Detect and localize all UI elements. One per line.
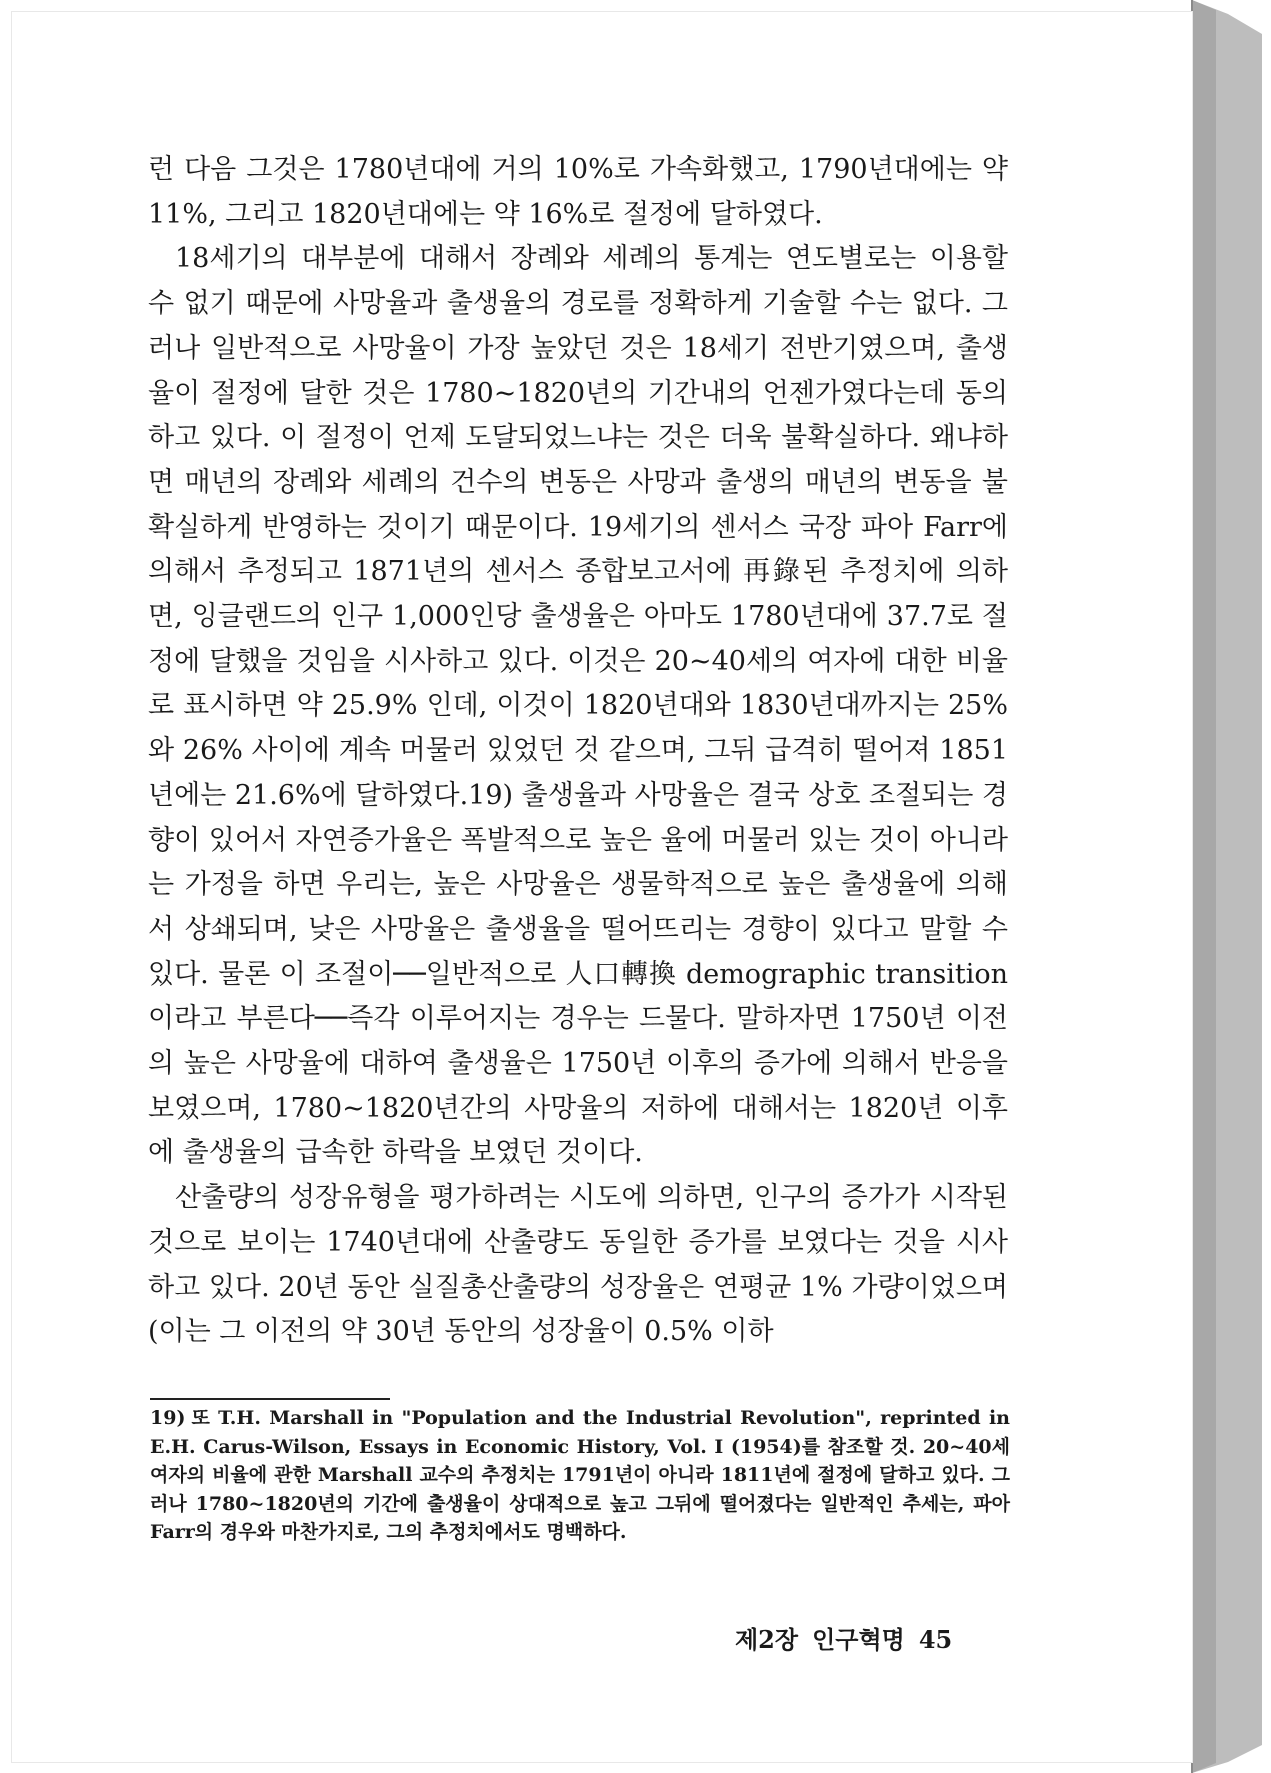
- paragraph-3: 산출량의 성장유형을 평가하려는 시도에 의하면, 인구의 증가가 시작된 것으로 보이는 1740년대에 산출량도 동일한 증가를 보였다는 것을 시사하고 있다. 20년 동안 실질총산출량의 성장율은 연평균 1% 가량이었으며 (이는 그 이전의 약 30년 동안의 성장율이 0.5% 이하: [148, 1182, 1008, 1348]
- footnote-number: 19): [150, 1407, 186, 1429]
- chapter-label: 제2장: [735, 1625, 799, 1654]
- footnote-rule: [150, 1398, 390, 1400]
- page-footer: [735, 1620, 966, 1655]
- footnote-text: 또 T.H. Marshall in "Population and the Industrial Revolution", reprinted in E.H. Carus-Wilson, Essays in Economic History, Vol. I (1954)를 참조할 것. 20~40세 여자의 비율에 관한 Marshall 교수의 추정치는 1791년이 아니라 1811년에 절정에 달하고 있다. 그러나 1780~1820년의 기간에 출생율이 상대적으로 높고 그뒤에 떨어졌다는 일반적인 추세는, 파아 Farr의 경우와 마찬가지로, 그의 추정치에서도 명백하다.: [150, 1407, 1010, 1544]
- paragraph-1: 런 다음 그것은 1780년대에 거의 10%로 가속화했고, 1790년대에는 약 11%, 그리고 1820년대에는 약 16%로 절정에 달하였다.: [148, 154, 1008, 230]
- paragraph-2: 18세기의 대부분에 대해서 장례와 세례의 통계는 연도별로는 이용할 수 없기 때문에 사망율과 출생율의 경로를 정확하게 기술할 수는 없다. 그러나 일반적으로 사망율이 가장 높았던 것은 18세기 전반기였으며, 출생율이 절정에 달한 것은 1780~1820년의 기간내의 언젠가였다는데 동의하고 있다. 이 절정이 언제 도달되었느냐는 것은 더욱 불확실하다. 왜냐하면 매년의 장례와 세례의 건수의 변동은 사망과 출생의 매년의 변동을 불확실하게 반영하는 것이기 때문이다. 19세기의 센서스 국장 파아 Farr에 의해서 추정되고 1871년의 센서스 종합보고서에 再錄된 추정치에 의하면, 잉글랜드의 인구 1,000인당 출생율은 아마도 1780년대에 37.7로 절정에 달했을 것임을 시사하고 있다. 이것은 20~40세의 여자에 대한 비율로 표시하면 약 25.9% 인데, 이것이 1820년대와 1830년대까지는 25%와 26% 사이에 계속 머물러 있었던 것 같으며, 그뒤 급격히 떨어져 1851년에는 21.6%에 달하였다.19) 출생율과 사망율은 결국 상호 조절되는 경향이 있어서 자연증가율은 폭발적으로 높은 율에 머물러 있는 것이 아니라는 가정을 하면 우리는, 높은 사망율은 생물학적으로 높은 출생율에 의해서 상쇄되며, 낮은 사망율은 출생율을 떨어뜨리는 경향이 있다고 말할 수 있다. 물론 이 조절이──일반적으로 人口轉換 demographic transition이라고 부른다──즉각 이루어지는 경우는 드물다. 말하자면 1750년 이전의 높은 사망율에 대하여 출생율은 1750년 이후의 증가에 의해서 반응을 보였으며, 1780~1820년간의 사망율의 저하에 대해서는 1820년 이후에 출생율의 급속한 하락을 보였던 것이다.: [148, 243, 1008, 1169]
- body-text: [148, 148, 1008, 1355]
- footnote: [150, 1404, 1010, 1547]
- chapter-title: 인구혁명: [812, 1625, 905, 1654]
- page-number: 45: [918, 1625, 953, 1654]
